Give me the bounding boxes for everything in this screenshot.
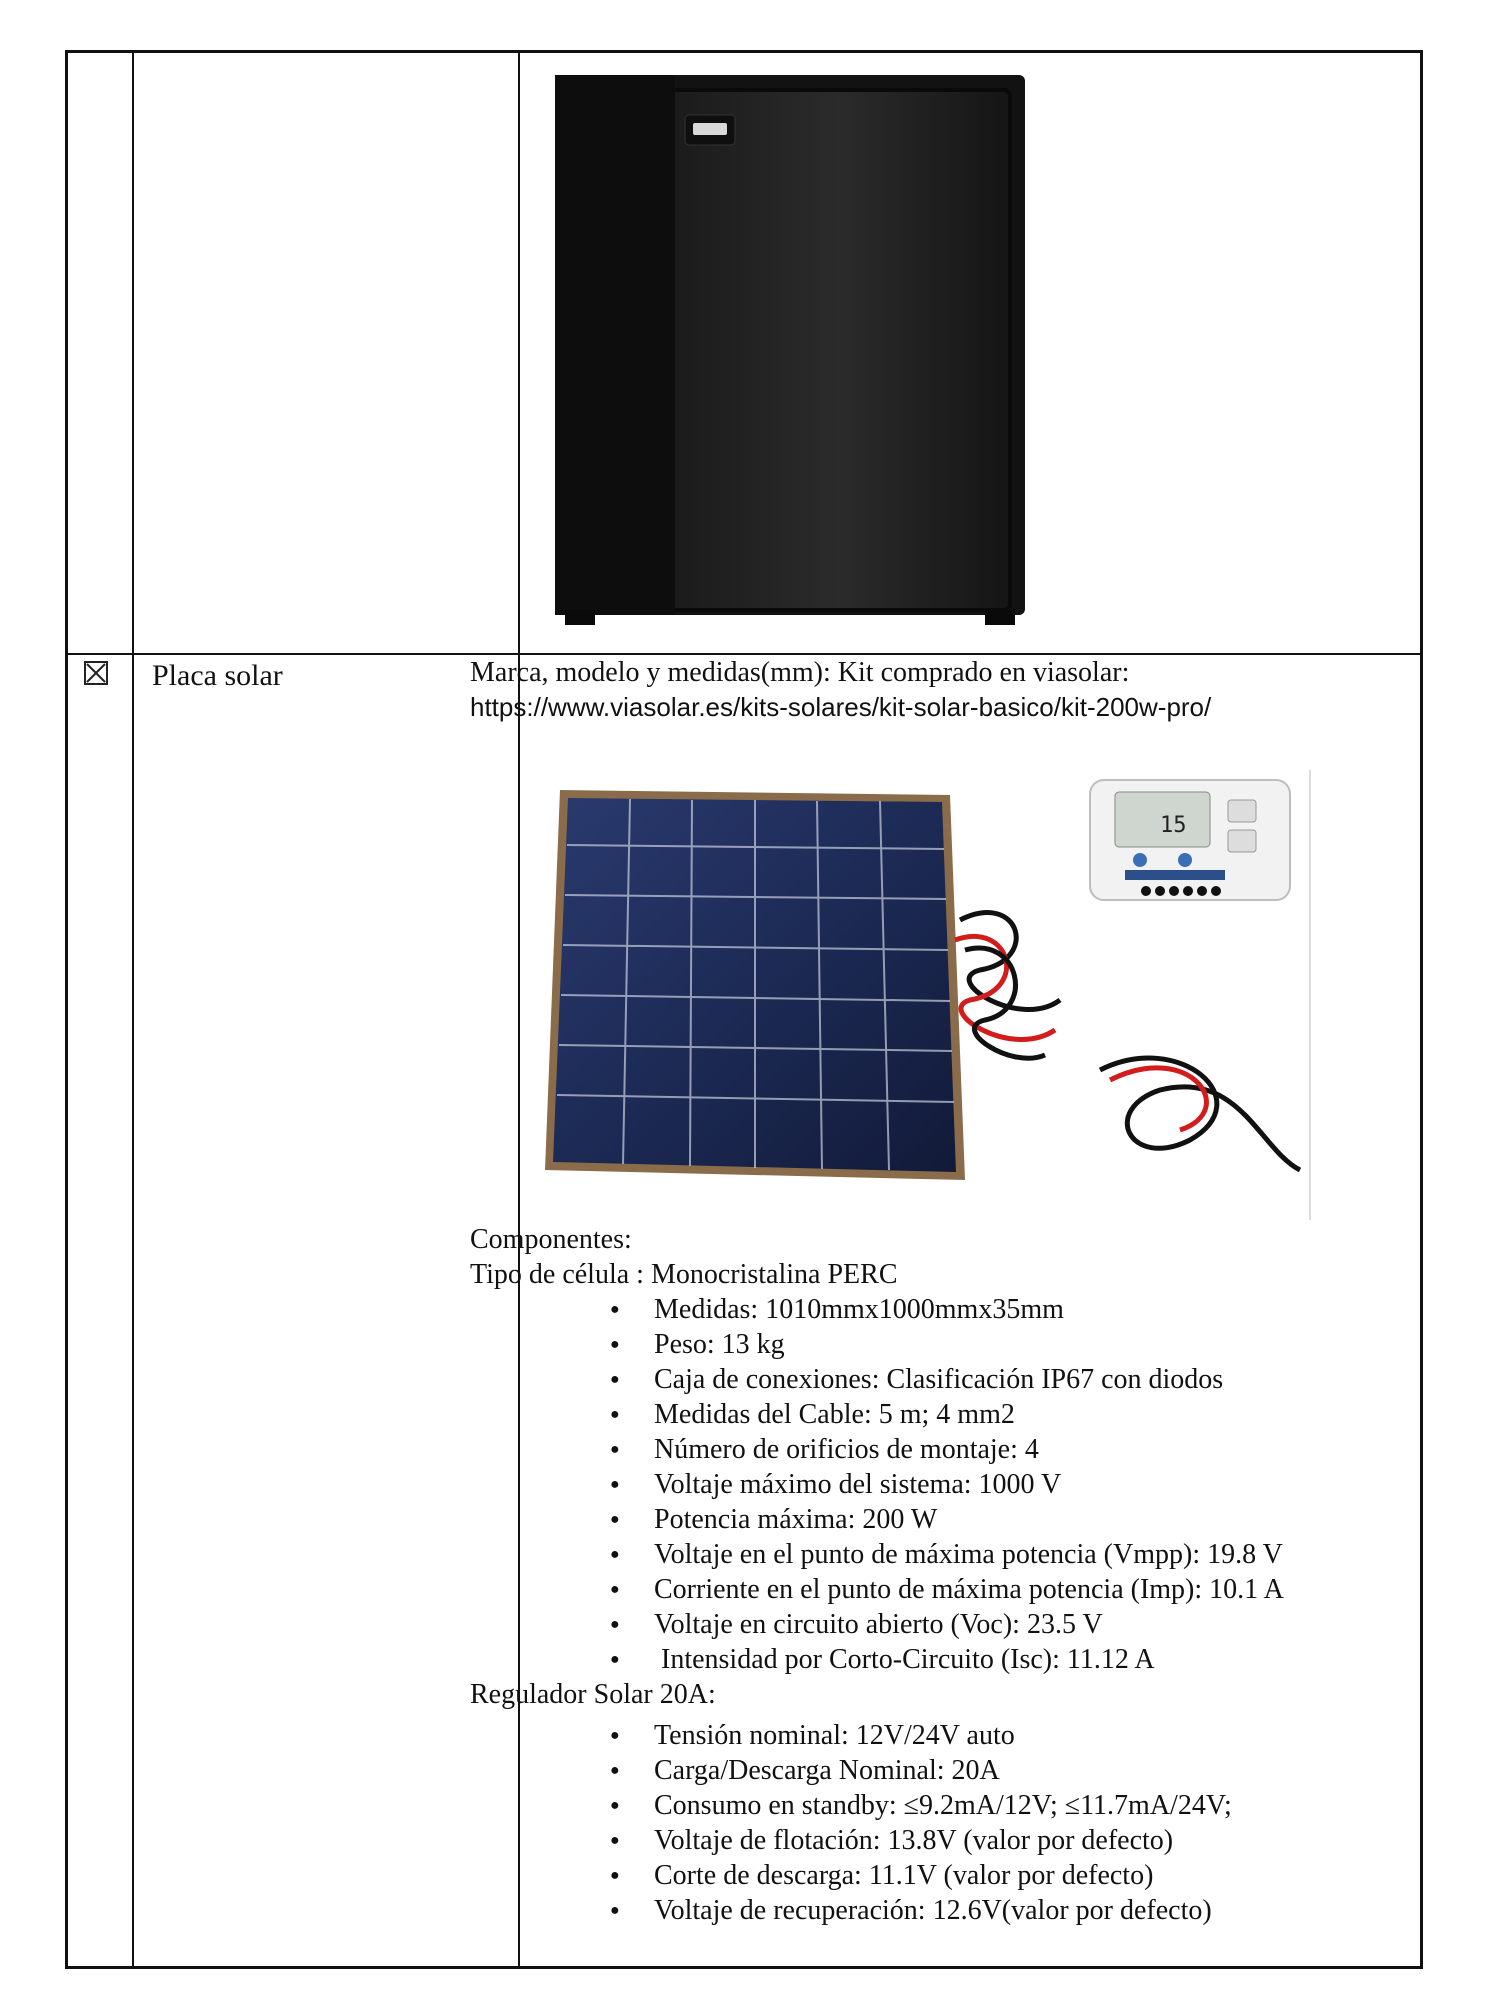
cell-type-line: Tipo de célula : Monocristalina PERC xyxy=(470,1259,898,1290)
list-item: ● Voltaje de flotación: 13.8V (valor por defecto) xyxy=(610,1823,1350,1858)
list-item: ● Tensión nominal: 12V/24V auto xyxy=(610,1718,1350,1753)
controller-display-value: 15 xyxy=(1160,813,1187,838)
list-item: ● Consumo en standby: ≤9.2mA/12V; ≤11.7mA/24V; xyxy=(610,1788,1350,1823)
list-item: ● Carga/Descarga Nominal: 20A xyxy=(610,1753,1350,1788)
specs-section xyxy=(470,1222,1350,1928)
product-url-link[interactable]: https://www.viasolar.es/kits-solares/kit-solar-basico/kit-200w-pro/ xyxy=(470,692,1212,722)
components-heading: Componentes: xyxy=(470,1224,632,1255)
list-item: ● Medidas del Cable: 5 m; 4 mm2 xyxy=(610,1397,1350,1432)
panel-specs-list xyxy=(470,1292,1350,1677)
table-column-divider xyxy=(132,53,134,1966)
list-item: ● Corte de descarga: 11.1V (valor por defecto) xyxy=(610,1858,1350,1893)
list-item: ● Voltaje en circuito abierto (Voc): 23.5 V xyxy=(610,1607,1350,1642)
list-item: ● Caja de conexiones: Clasificación IP67 con diodos xyxy=(610,1362,1350,1397)
row-label: Placa solar xyxy=(152,659,283,692)
regulator-specs-list xyxy=(470,1718,1350,1928)
list-item: ● Potencia máxima: 200 W xyxy=(610,1502,1350,1537)
list-item: ● Corriente en el punto de máxima potencia (Imp): 10.1 A xyxy=(610,1572,1334,1607)
list-item: ● Número de orificios de montaje: 4 xyxy=(610,1432,1350,1467)
row-description-cell xyxy=(470,655,1350,725)
list-item: ● Intensidad por Corto-Circuito (Isc): 11.12 A xyxy=(610,1642,1350,1677)
list-item: ● Peso: 13 kg xyxy=(610,1327,1350,1362)
regulator-heading: Regulador Solar 20A: xyxy=(470,1679,716,1710)
intro-line: Marca, modelo y medidas(mm): Kit comprado en viasolar: xyxy=(470,657,1130,688)
list-item: ● Voltaje máximo del sistema: 1000 V xyxy=(610,1467,1350,1502)
list-item: ● Medidas: 1010mmx1000mmx35mm xyxy=(610,1292,1350,1327)
checked-checkbox-icon[interactable] xyxy=(84,661,108,685)
list-item: ● Voltaje en el punto de máxima potencia (Vmpp): 19.8 V xyxy=(610,1537,1350,1572)
list-item: ● Voltaje de recuperación: 12.6V(valor por defecto) xyxy=(610,1893,1350,1928)
